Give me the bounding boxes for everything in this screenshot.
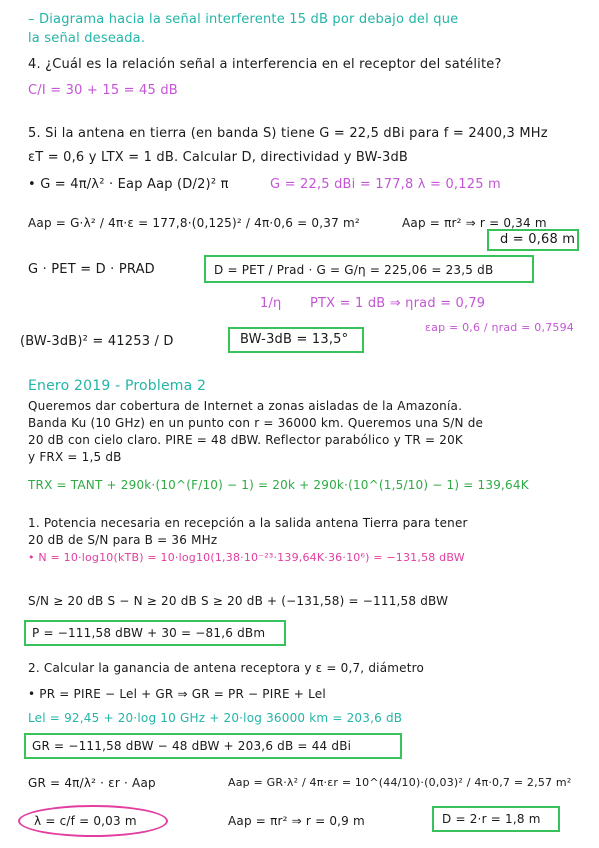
result-diameter-2: D = 2·r = 1,8 m [442, 812, 541, 826]
formula-bw: (BW-3dB)² = 41253 / D [20, 334, 174, 349]
formula-pr: • PR = PIRE − Lel + GR ⇒ GR = PR − PIRE + Lel [28, 687, 326, 701]
note-line: Queremos dar cobertura de Internet a zonas aisladas de la Amazonía. [28, 399, 463, 413]
formula-aap-2: Aap = GR·λ² / 4π·εr = 10^(44/10)·(0,03)² / 4π·0,7 = 2,57 m² [228, 776, 572, 789]
note-line: Banda Ku (10 GHz) en un punto con r = 36000 km. Queremos una S/N de [28, 416, 484, 430]
question-5: 5. Si la antena en tierra (en banda S) tiene G = 22,5 dBi para f = 2400,3 MHz [28, 126, 548, 141]
formula-trx: TRX = TANT + 290k·(10^(F/10) − 1) = 20k + 290k·(10^(1,5/10) − 1) = 139,64K [28, 478, 529, 492]
note-line: – Diagrama hacia la señal interferente 15 dB por debajo del que [28, 12, 459, 27]
formula-radius: Aap = πr² ⇒ r = 0,34 m [402, 216, 547, 230]
note-line: εap = 0,6 / ηrad = 0,7594 [425, 321, 574, 334]
note-line: 20 dB de S/N para B = 36 MHz [28, 533, 218, 547]
formula-lel: Lel = 92,45 + 20·log 10 GHz + 20·log 36000 km = 203,6 dB [28, 711, 403, 725]
note-line: la señal deseada. [28, 31, 146, 46]
result-power: P = −111,58 dBW + 30 = −81,6 dBm [32, 626, 266, 640]
result-directivity: D = PET / Prad · G = G/η = 225,06 = 23,5 dB [214, 263, 494, 277]
result-diameter: d = 0,68 m [500, 232, 576, 247]
question-2: 2. Calcular la ganancia de antena receptora y ε = 0,7, diámetro [28, 661, 425, 675]
note-line: y FRX = 1,5 dB [28, 450, 122, 464]
question-4: 4. ¿Cuál es la relación señal a interferencia en el receptor del satélite? [28, 57, 502, 72]
note-line: PTX = 1 dB ⇒ ηrad = 0,79 [310, 296, 486, 311]
formula-radius-2: Aap = πr² ⇒ r = 0,9 m [228, 814, 365, 828]
formula-aap: Aap = G·λ² / 4π·ε = 177,8·(0,125)² / 4π·0,6 = 0,37 m² [28, 216, 360, 230]
result-gain: GR = −111,58 dBW − 48 dBW + 203,6 dB = 44 dBi [32, 739, 352, 753]
note-line: 20 dB con cielo claro. PIRE = 48 dBW. Reflector parabólico y TR = 20K [28, 433, 463, 447]
note-line: 1/η [260, 296, 282, 311]
note-line: εT = 0,6 y LTX = 1 dB. Calcular D, directividad y BW-3dB [28, 150, 409, 165]
result-lambda: λ = c/f = 0,03 m [34, 814, 137, 828]
note-line: G = 22,5 dBi = 177,8 λ = 0,125 m [270, 177, 501, 192]
formula-sn: S/N ≥ 20 dB S − N ≥ 20 dB S ≥ 20 dB + (−131,58) = −111,58 dBW [28, 594, 449, 608]
question-1: 1. Potencia necesaria en recepción a la salida antena Tierra para tener [28, 516, 468, 530]
formula-gr: GR = 4π/λ² · εr · Aap [28, 776, 156, 790]
formula-noise: • N = 10·log10(kTB) = 10·log10(1,38·10⁻²³·139,64K·36·10⁶) = −131,58 dBW [28, 551, 465, 564]
result-bw: BW-3dB = 13,5° [240, 332, 349, 347]
answer-ci: C/I = 30 + 15 = 45 dB [28, 83, 178, 98]
formula-gain: • G = 4π/λ² · Eap Aap (D/2)² π [28, 177, 229, 192]
section-heading: Enero 2019 - Problema 2 [28, 378, 207, 394]
formula-line: G · PET = D · PRAD [28, 262, 155, 277]
